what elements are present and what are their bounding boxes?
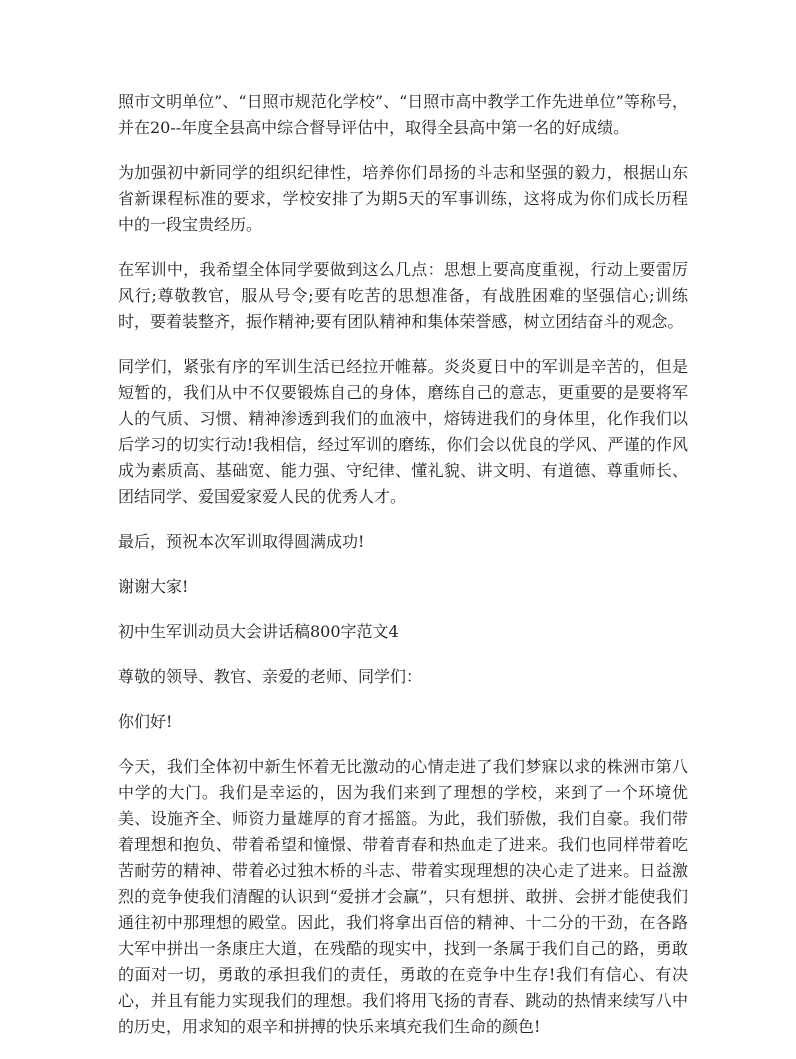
document-page — [118, 89, 688, 1059]
paragraph: 谢谢大家! — [118, 577, 189, 596]
paragraph: 最后，预祝本次军训取得圆满成功! — [118, 532, 365, 551]
paragraph: 同学们，紧张有序的军训生活已经拉开帷幕。炎炎夏日中的军训是辛苦的，但是短暂的，我们从中不仅要锻炼自己的身体，磨练自己的意志，更重要的是要将军人的气质、习惯、精神渗透到我们的血液中，熔铸进我们的身体里，化作我们以后学习的切实行动!我相信，经过军训的磨练，你们会以优良的学风、严谨的作风成为素质高、基础宽、能力强、守纪律、懂礼貌、讲文明、有道德、尊重师长、团结同学、爱国爱家爱人民的优秀人才。 — [118, 357, 688, 506]
paragraph: 为加强初中新同学的组织纪律性，培养你们昂扬的斗志和坚强的毅力，根据山东省新课程标准的要求，学校安排了为期5天的军事训练，这将成为你们成长历程中的一段宝贵经历。 — [118, 163, 688, 234]
greeting: 你们好! — [118, 712, 173, 731]
paragraph: 今天，我们全体初中新生怀着无比激动的心情走进了我们梦寐以求的株洲市第八中学的大门。我们是幸运的，因为我们来到了理想的学校，来到了一个环境优美、设施齐全、师资力量雄厚的育才摇篮。为此，我们骄傲，我们自豪。我们带着理想和抱负、带着希望和憧憬、带着青春和热血走了进来。我们也同样带着吃苦耐劳的精神、带着必过独木桥的斗志、带着实现理想的决心走了进来。日益激烈的竞争使我们清醒的认识到“爱拼才会赢”，只有想拼、敢拼、会拼才能使我们通往初中那理想的殿堂。因此，我们将拿出百倍的精神、十二分的干劲，在各路大军中拼出一条康庄大道，在残酷的现实中，找到一条属于我们自己的路，勇敢的面对一切，勇敢的承担我们的责任，勇敢的在竞争中生存!我们有信心、有决心，并且有能力实现我们的理想。我们将用飞扬的青春、跳动的热情来续写八中的历史，用求知的艰辛和拼搏的快乐来填充我们生命的颜色! — [118, 757, 688, 1036]
section-title: 初中生军训动员大会讲话稿800字范文4 — [118, 622, 399, 641]
salutation: 尊敬的领导、教官、亲爱的老师、同学们： — [118, 667, 423, 686]
paragraph: 在军训中，我希望全体同学要做到这么几点：思想上要高度重视，行动上要雷厉风行;尊敬教官，服从号令;要有吃苦的思想准备，有战胜困难的坚强信心;训练时，要着装整齐，振作精神;要有团队精神和集体荣誉感，树立团结奋斗的观念。 — [118, 260, 688, 331]
paragraph: 照市文明单位”、“日照市规范化学校”、“日照市高中教学工作先进单位”等称号，并在20--年度全县高中综合督导评估中，取得全县高中第一名的好成绩。 — [118, 92, 688, 137]
